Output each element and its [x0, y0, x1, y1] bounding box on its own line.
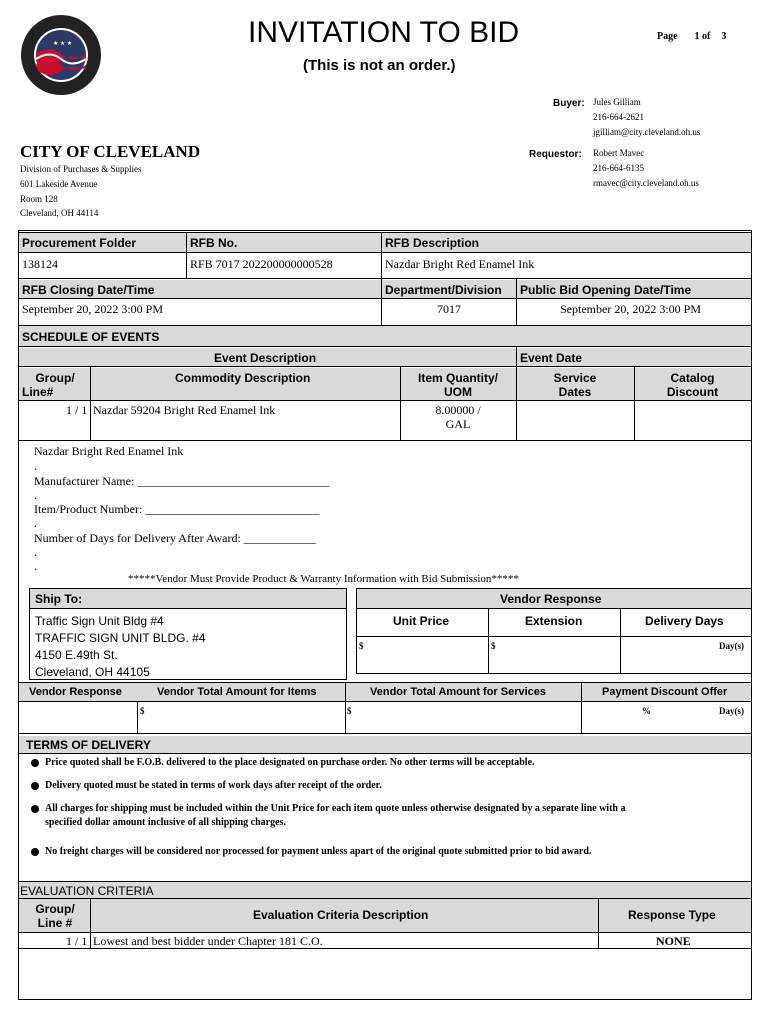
line-uom: GAL [445, 417, 471, 431]
eval-group-label [20, 902, 90, 930]
evaluation-title: EVALUATION CRITERIA [20, 884, 154, 898]
total-items-input[interactable]: $ [140, 706, 145, 716]
discount-percent-input[interactable]: % [642, 706, 651, 716]
city-seal-logo [20, 14, 102, 96]
org-street: 601 Lakeside Avenue [20, 179, 98, 189]
detail-dot-2: . [34, 488, 37, 502]
term-1: Price quoted shall be F.O.B. delivered to the place designated on purchase order. No other terms will be acceptable. [45, 757, 535, 768]
page-indicator [657, 31, 726, 42]
event-date-label: Event Date [520, 351, 583, 365]
org-name: CITY OF CLEVELAND [20, 142, 201, 161]
delivery-days-field[interactable]: Number of Days for Delivery After Award: ____________ [34, 531, 316, 545]
event-header-row [19, 348, 751, 366]
rfb-closing-value: September 20, 2022 3:00 PM [22, 302, 163, 316]
detail-dot-4: . [34, 545, 37, 559]
commodity-label: Commodity Description [175, 371, 311, 385]
ship-to-line-3: 4150 E.49th St. [35, 648, 118, 662]
delivery-days-label: Delivery Days [645, 614, 724, 628]
qty-label-2: UOM [444, 385, 472, 399]
line-group-value: 1 / 1 [66, 403, 88, 417]
rfb-no-value: RFB 7017 202200000000528 [190, 257, 333, 271]
bullet-icon [31, 782, 39, 790]
detail-dot-1: . [34, 459, 37, 473]
page-title: INVITATION TO BID [248, 16, 520, 49]
catalog-label-2: Discount [666, 385, 719, 399]
totals-vendor-response-label: Vendor Response [29, 686, 122, 698]
eval-group-label-1: Group/ [35, 902, 75, 916]
payment-discount-label: Payment Discount Offer [602, 686, 728, 698]
qty-label [400, 371, 516, 399]
org-division: Division of Purchases & Supplies [20, 164, 142, 174]
extension-label: Extension [525, 614, 583, 628]
vendor-response-title: Vendor Response [500, 592, 602, 606]
term-3a: All charges for shipping must be included within the Unit Price for each item quote unless otherwise designated by a separate line with a [45, 803, 626, 814]
buyer-name: Jules Gilliam [593, 97, 641, 107]
page-total: 3 [721, 31, 727, 42]
buyer-email: jgilliam@city.cleveland.oh.us [593, 127, 701, 137]
group-label-1: Group/ [35, 371, 75, 385]
line-qty: 8.00000 / [435, 403, 481, 417]
warranty-notice: *****Vendor Must Provide Product & Warranty Information with Bid Submission***** [128, 573, 519, 585]
response-type-label: Response Type [628, 908, 716, 922]
line-qty-value [400, 403, 516, 431]
ship-to-line-2: TRAFFIC SIGN UNIT BLDG. #4 [35, 631, 206, 645]
bid-opening-label: Public Bid Opening Date/Time [520, 283, 692, 297]
term-2: Delivery quoted must be stated in terms of work days after receipt of the order. [45, 780, 382, 791]
line-commodity-value: Nazdar 59204 Bright Red Enamel Ink [93, 403, 276, 417]
group-label [20, 371, 90, 399]
eval-description-label: Evaluation Criteria Description [253, 908, 429, 922]
rfb-description-label: RFB Description [385, 236, 480, 250]
org-city: Cleveland, OH 44114 [20, 208, 99, 218]
eval-line-group: 1 / 1 [66, 934, 88, 948]
term-3b: specified dollar amount inclusive of all shipping charges. [45, 817, 286, 828]
rfb-no-label: RFB No. [190, 236, 238, 250]
page-label: Page [657, 31, 678, 42]
product-number-field[interactable]: Item/Product Number: _____________________________ [34, 502, 320, 516]
requestor-email: rmavec@city.cleveland.oh.us [593, 178, 699, 188]
ship-to-line-4: Cleveland, OH 44105 [35, 665, 150, 679]
ship-to-line-1: Traffic Sign Unit Bldg #4 [35, 614, 164, 628]
bullet-icon [31, 759, 39, 767]
bullet-icon [31, 848, 39, 856]
page-number: 1 [694, 31, 700, 42]
event-description-label: Event Description [214, 351, 317, 365]
service-label-2: Dates [558, 385, 592, 399]
total-services-input[interactable]: $ [347, 706, 352, 716]
total-items-label: Vendor Total Amount for Items [157, 686, 317, 698]
unit-price-input[interactable]: $ [359, 641, 364, 651]
total-services-label: Vendor Total Amount for Services [370, 686, 547, 698]
requestor-label: Requestor: [529, 149, 582, 160]
discount-days-input[interactable]: Day(s) [719, 706, 744, 716]
org-room: Room 128 [20, 194, 58, 204]
department-value: 7017 [437, 302, 461, 316]
eval-line-response: NONE [656, 934, 691, 948]
buyer-phone: 216-664-2621 [593, 112, 644, 122]
catalog-discount-label [634, 371, 751, 399]
service-dates-label [516, 371, 634, 399]
detail-dot-5: . [34, 559, 37, 573]
ship-to-label: Ship To: [35, 592, 83, 606]
extension-input[interactable]: $ [491, 641, 496, 651]
delivery-days-input[interactable]: Day(s) [719, 641, 744, 651]
page-of: of [702, 31, 711, 42]
requestor-phone: 216-664-6135 [593, 163, 644, 173]
page-subtitle: (This is not an order.) [303, 57, 456, 74]
term-4: No freight charges will be considered nor processed for payment unless apart of the original quote submitted prior to bid award. [45, 846, 592, 857]
group-label-2: Line# [22, 385, 54, 399]
detail-dot-3: . [34, 516, 37, 530]
unit-price-label: Unit Price [393, 614, 450, 628]
rfb-description-value: Nazdar Bright Red Enamel Ink [385, 257, 535, 271]
procurement-folder-label: Procurement Folder [22, 236, 137, 250]
buyer-label: Buyer: [553, 98, 585, 109]
catalog-label-1: Catalog [670, 371, 715, 385]
bid-opening-value: September 20, 2022 3:00 PM [560, 302, 701, 316]
service-label-1: Service [553, 371, 597, 385]
detail-description: Nazdar Bright Red Enamel Ink [34, 444, 184, 458]
bullet-icon [31, 805, 39, 813]
rfb-closing-label: RFB Closing Date/Time [22, 283, 155, 297]
procurement-folder-value: 138124 [22, 257, 58, 271]
department-label: Department/Division [385, 283, 502, 297]
qty-label-1: Item Quantity/ [417, 371, 498, 385]
manufacturer-field[interactable]: Manufacturer Name: ________________________________ [34, 474, 330, 488]
eval-group-label-2: Line # [37, 916, 73, 930]
schedule-title: SCHEDULE OF EVENTS [22, 330, 160, 344]
requestor-name: Robert Mavec [593, 148, 645, 158]
eval-line-description: Lowest and best bidder under Chapter 181 C.O. [93, 934, 323, 948]
svg-text:★ ★ ★: ★ ★ ★ [53, 41, 73, 47]
terms-title: TERMS OF DELIVERY [26, 738, 151, 752]
